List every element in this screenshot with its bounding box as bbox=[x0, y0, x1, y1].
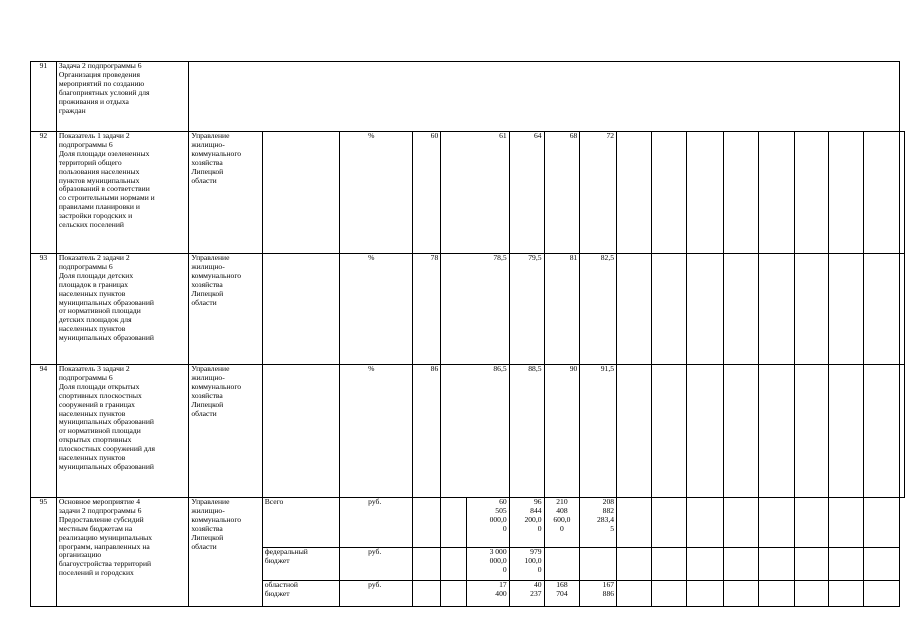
empty-cell bbox=[617, 581, 652, 607]
empty-cell bbox=[794, 254, 828, 365]
value-2023 bbox=[580, 548, 617, 581]
funding-source: областной бюджет bbox=[262, 581, 339, 607]
empty-cell bbox=[652, 254, 686, 365]
empty-cell bbox=[412, 498, 441, 548]
value-2023: 82,5 bbox=[580, 254, 617, 365]
empty-cell bbox=[794, 581, 828, 607]
value-2020: 78,5 bbox=[441, 254, 509, 365]
value-2021: 96 844 200,0 0 bbox=[509, 498, 544, 548]
row-number: 94 bbox=[31, 365, 57, 498]
empty-cell bbox=[794, 548, 828, 581]
empty-cell bbox=[441, 498, 466, 548]
value-2020: 60 505 000,0 0 bbox=[466, 498, 509, 548]
value-2020: 17 400 bbox=[466, 581, 509, 607]
value-2022 bbox=[544, 548, 580, 581]
indicator-name: Показатель 1 задачи 2 подпрограммы 6 Доля площади озелененных территорий общего пользования населенных пунктов муниципальных образований в соответствии со строительными нормами и правилами планировки и застройки городских и сельских поселений bbox=[56, 132, 189, 254]
empty-cell bbox=[412, 548, 441, 581]
empty-cell bbox=[829, 581, 864, 607]
value-2020: 86,5 bbox=[441, 365, 509, 498]
empty-cell bbox=[412, 581, 441, 607]
empty-cell bbox=[617, 254, 652, 365]
empty-cell bbox=[829, 365, 864, 498]
empty-cell bbox=[724, 132, 759, 254]
empty-cell bbox=[189, 62, 900, 132]
empty-cell bbox=[724, 548, 759, 581]
program-indicators-table bbox=[30, 61, 905, 607]
indicator-name: Показатель 3 задачи 2 подпрограммы 6 Доля площади открытых спортивных плоскостных сооружений в границах населенных пунктов муниципальных образований от нормативной площади открытых спортивных плоскостных сооружений для населенных пунктов муниципальных образований bbox=[56, 365, 189, 498]
funding-source: Всего bbox=[262, 498, 339, 548]
executor: Управление жилищно- коммунального хозяйства Липецкой области bbox=[189, 132, 262, 254]
table-row bbox=[31, 62, 905, 132]
unit: % bbox=[340, 254, 413, 365]
table-row bbox=[31, 254, 905, 365]
empty-cell bbox=[724, 498, 759, 548]
unit: % bbox=[340, 365, 413, 498]
table-row bbox=[31, 498, 905, 548]
empty-cell bbox=[864, 548, 900, 581]
value-2023: 91,5 bbox=[580, 365, 617, 498]
unit: руб. bbox=[340, 548, 413, 581]
row-number: 91 bbox=[31, 62, 57, 132]
value-2021: 64 bbox=[509, 132, 544, 254]
funding-source: федеральный бюджет bbox=[262, 548, 339, 581]
empty-cell bbox=[900, 365, 905, 498]
empty-cell bbox=[864, 498, 900, 548]
source-cell bbox=[262, 254, 339, 365]
empty-cell bbox=[864, 254, 900, 365]
source-cell bbox=[262, 132, 339, 254]
empty-cell bbox=[794, 498, 828, 548]
empty-cell bbox=[759, 254, 794, 365]
value-2021: 79,5 bbox=[509, 254, 544, 365]
source-cell bbox=[262, 365, 339, 498]
empty-cell bbox=[686, 498, 723, 548]
empty-cell bbox=[829, 132, 864, 254]
empty-cell bbox=[759, 365, 794, 498]
empty-cell bbox=[900, 254, 905, 365]
empty-cell bbox=[759, 498, 794, 548]
value-2021: 979 100,0 0 bbox=[509, 548, 544, 581]
value-2019: 60 bbox=[412, 132, 441, 254]
activity-name: Основное мероприятие 4 задачи 2 подпрограммы 6 Предоставление субсидий местным бюджетам на реализацию муниципальных программ, направленных на организацию благоустройства территорий поселений и городских bbox=[56, 498, 189, 607]
empty-cell bbox=[617, 548, 652, 581]
value-2021: 88,5 bbox=[509, 365, 544, 498]
empty-cell bbox=[724, 254, 759, 365]
empty-cell bbox=[794, 365, 828, 498]
empty-cell bbox=[686, 548, 723, 581]
empty-cell bbox=[900, 132, 905, 254]
value-2019: 78 bbox=[412, 254, 441, 365]
table-row bbox=[31, 365, 905, 498]
empty-cell bbox=[759, 581, 794, 607]
value-2022: 81 bbox=[544, 254, 580, 365]
value-2022: 90 bbox=[544, 365, 580, 498]
empty-cell bbox=[794, 132, 828, 254]
value-2021: 40 237 bbox=[509, 581, 544, 607]
empty-cell bbox=[652, 365, 686, 498]
value-2022: 68 bbox=[544, 132, 580, 254]
row-number: 93 bbox=[31, 254, 57, 365]
empty-cell bbox=[724, 581, 759, 607]
value-2023: 72 bbox=[580, 132, 617, 254]
value-2023: 208 882 283,4 5 bbox=[580, 498, 617, 548]
empty-cell bbox=[864, 581, 900, 607]
executor: Управление жилищно- коммунального хозяйства Липецкой области bbox=[189, 365, 262, 498]
empty-cell bbox=[441, 548, 466, 581]
value-2022: 210 408 600,0 0 bbox=[544, 498, 580, 548]
empty-cell bbox=[617, 132, 652, 254]
empty-cell bbox=[864, 365, 900, 498]
value-2020: 3 000 000,0 0 bbox=[466, 548, 509, 581]
empty-cell bbox=[617, 365, 652, 498]
empty-cell bbox=[686, 581, 723, 607]
row-title: Задача 2 подпрограммы 6 Организация проведения мероприятий по созданию благоприятных условий для проживания и отдыха граждан bbox=[56, 62, 189, 132]
unit: руб. bbox=[340, 581, 413, 607]
empty-cell bbox=[686, 365, 723, 498]
empty-cell bbox=[829, 498, 864, 548]
empty-cell bbox=[652, 498, 686, 548]
empty-cell bbox=[864, 132, 900, 254]
empty-cell bbox=[652, 581, 686, 607]
value-2023: 167 886 bbox=[580, 581, 617, 607]
value-2022: 168 704 bbox=[544, 581, 580, 607]
row-number: 92 bbox=[31, 132, 57, 254]
executor: Управление жилищно- коммунального хозяйства Липецкой области bbox=[189, 254, 262, 365]
empty-cell bbox=[759, 132, 794, 254]
empty-cell bbox=[652, 132, 686, 254]
empty-cell bbox=[759, 548, 794, 581]
executor: Управление жилищно- коммунального хозяйства Липецкой области bbox=[189, 498, 262, 607]
empty-cell bbox=[724, 365, 759, 498]
empty-cell bbox=[829, 254, 864, 365]
unit: руб. bbox=[340, 498, 413, 548]
empty-cell bbox=[829, 548, 864, 581]
value-2020: 61 bbox=[441, 132, 509, 254]
value-2019: 86 bbox=[412, 365, 441, 498]
indicator-name: Показатель 2 задачи 2 подпрограммы 6 Доля площади детских площадок в границах населенных пунктов муниципальных образований от нормативной площади детских площадок для населенных пунктов муниципальных образований bbox=[56, 254, 189, 365]
empty-cell bbox=[686, 254, 723, 365]
row-number: 95 bbox=[31, 498, 57, 607]
table-row bbox=[31, 132, 905, 254]
empty-cell bbox=[652, 548, 686, 581]
empty-cell bbox=[617, 498, 652, 548]
unit: % bbox=[340, 132, 413, 254]
empty-cell bbox=[686, 132, 723, 254]
empty-cell bbox=[441, 581, 466, 607]
